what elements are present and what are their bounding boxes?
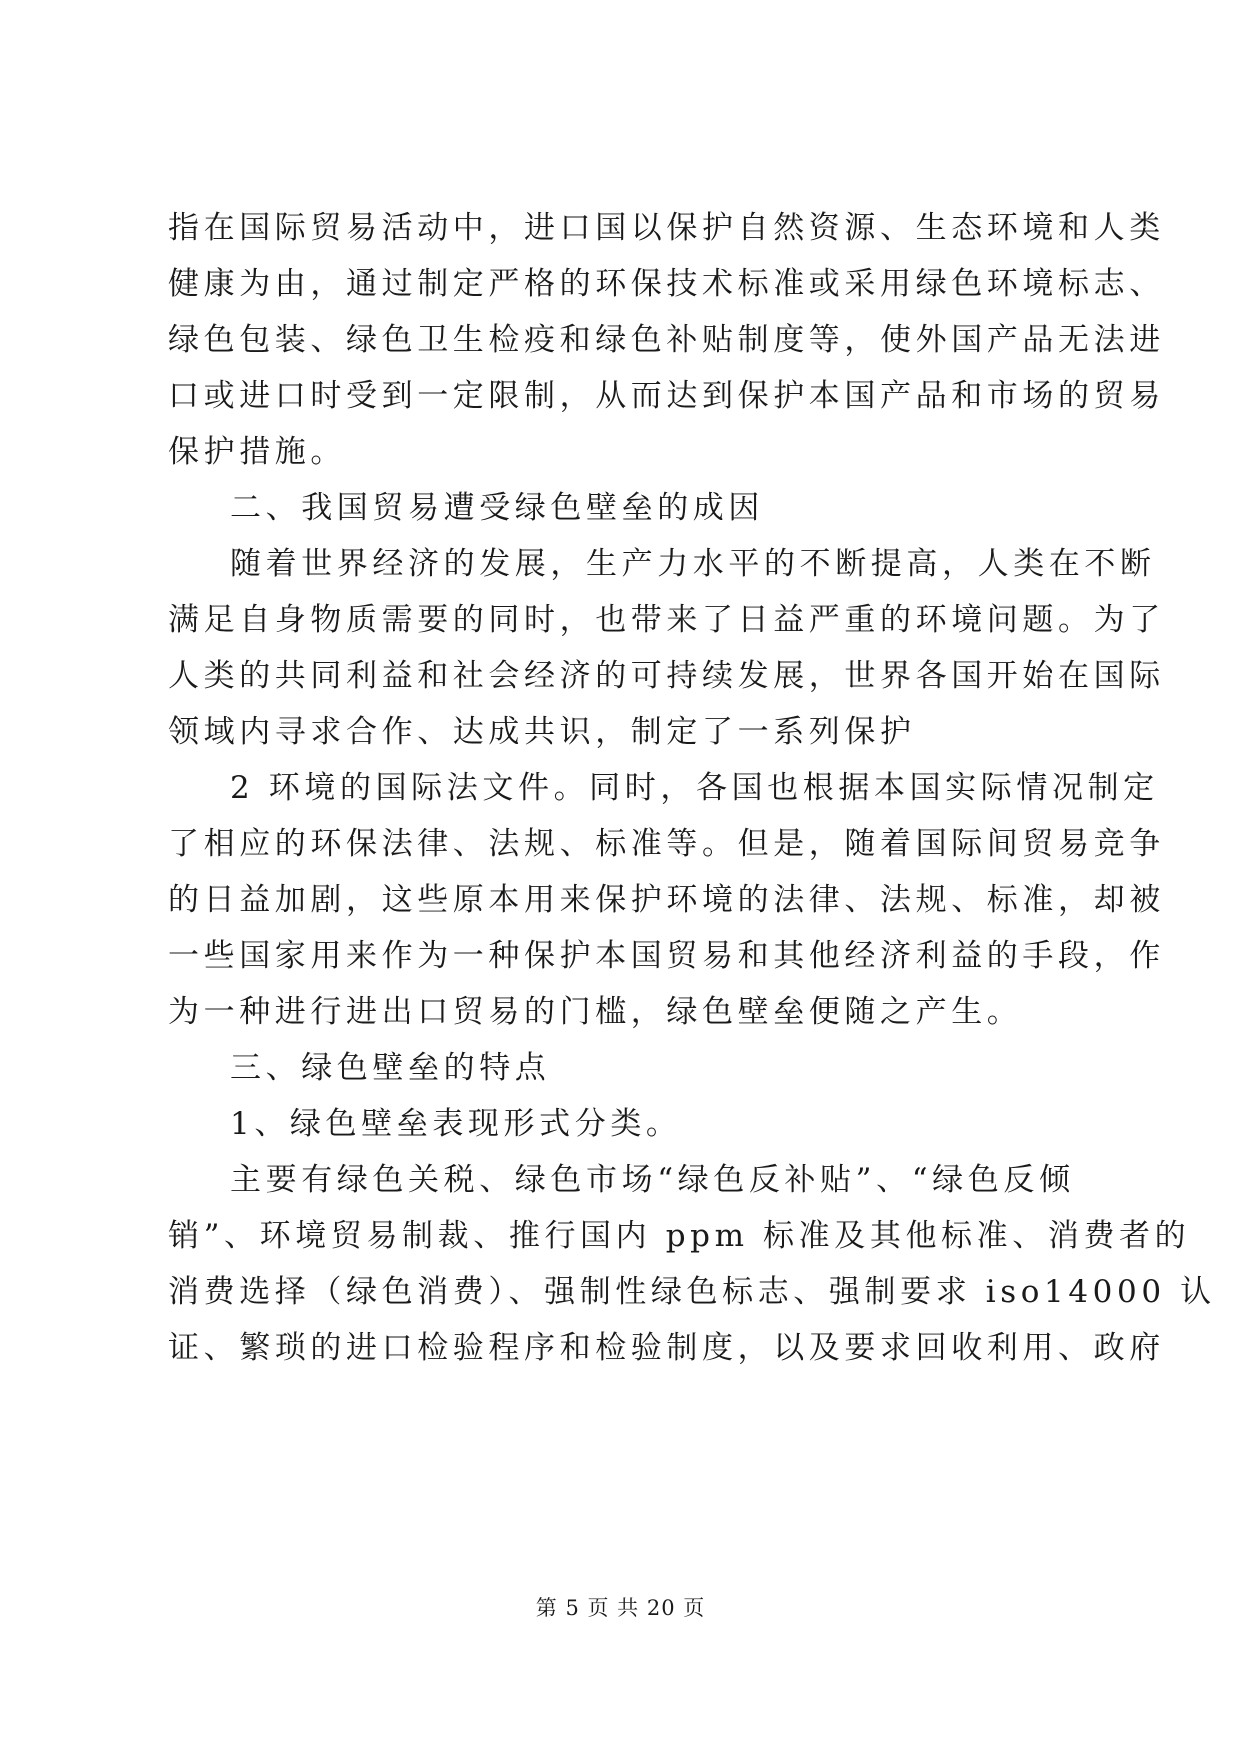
body-text-line: 保护措施。 — [168, 434, 346, 470]
body-text-line: 健康为由，通过制定严格的环保技术标准或采用绿色环境标志、 — [168, 266, 1165, 302]
body-text-line: 满足自身物质需要的同时，也带来了日益严重的环境问题。为了 — [168, 602, 1165, 638]
body-text-line: 一些国家用来作为一种保护本国贸易和其他经济利益的手段，作 — [168, 938, 1165, 974]
body-text-line: 领域内寻求合作、达成共识，制定了一系列保护 — [168, 714, 916, 750]
body-text-line: 绿色包装、绿色卫生检疫和绿色补贴制度等，使外国产品无法进 — [168, 322, 1165, 358]
body-text-line: 的日益加剧，这些原本用来保护环境的法律、法规、标准，却被 — [168, 882, 1165, 918]
body-text-line: 消费选择（绿色消费）、强制性绿色标志、强制要求 iso14000 认 — [168, 1274, 1216, 1310]
section-heading: 二、我国贸易遭受绿色壁垒的成因 — [230, 490, 764, 526]
page-number-footer: 第 5 页 共 20 页 — [535, 1596, 706, 1620]
body-text-line: 了相应的环保法律、法规、标准等。但是，随着国际间贸易竞争 — [168, 826, 1165, 862]
subsection-heading: 1、绿色壁垒表现形式分类。 — [230, 1106, 682, 1142]
body-text-line: 随着世界经济的发展，生产力水平的不断提高，人类在不断 — [230, 546, 1156, 582]
body-text-line: 销”、环境贸易制裁、推行国内 ppm 标准及其他标准、消费者的 — [168, 1218, 1191, 1254]
section-heading: 三、绿色壁垒的特点 — [230, 1050, 551, 1086]
body-text-line: 证、繁琐的进口检验程序和检验制度，以及要求回收利用、政府 — [168, 1330, 1165, 1366]
body-text-line: 为一种进行进出口贸易的门槛，绿色壁垒便随之产生。 — [168, 994, 1023, 1030]
body-text-line: 指在国际贸易活动中，进口国以保护自然资源、生态环境和人类 — [168, 210, 1165, 246]
body-text-line: 2 环境的国际法文件。同时，各国也根据本国实际情况制定 — [230, 770, 1159, 806]
body-text-line: 人类的共同利益和社会经济的可持续发展，世界各国开始在国际 — [168, 658, 1165, 694]
body-text-line: 主要有绿色关税、绿色市场“绿色反补贴”、“绿色反倾 — [230, 1162, 1075, 1198]
body-text-line: 口或进口时受到一定限制，从而达到保护本国产品和市场的贸易 — [168, 378, 1165, 414]
